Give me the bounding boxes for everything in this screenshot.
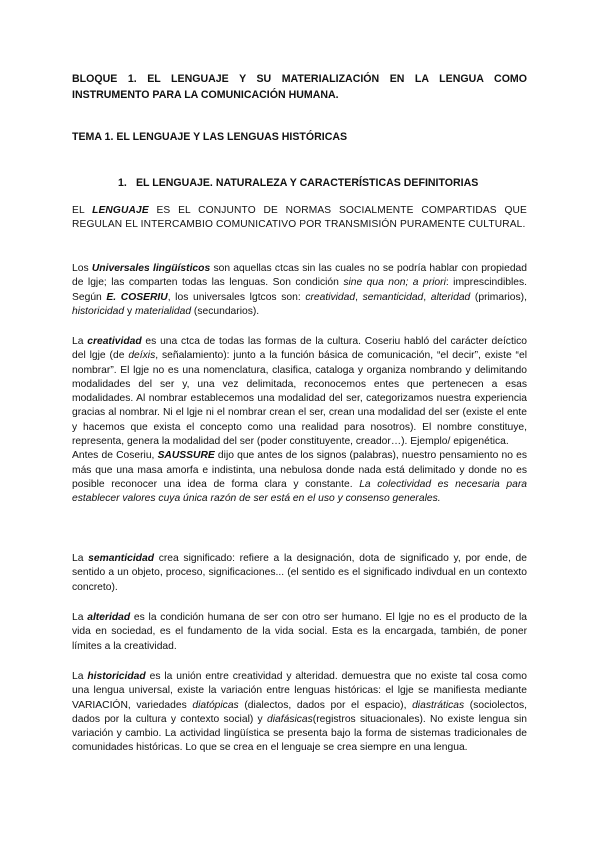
italic-run: diafásicas: [266, 713, 313, 725]
text-run: son aquellas ctcas sin las cuales no se podría hablar con propiedad de lgje; las comparten todas las lenguas. Son condición: [72, 263, 527, 289]
italic-run: alteridad: [430, 291, 471, 303]
term-semanticidad: semanticidad: [88, 553, 154, 564]
text-run: La: [72, 553, 89, 564]
term-alteridad: alteridad: [87, 612, 131, 623]
section-number: 1.: [118, 177, 127, 189]
term-creatividad: creatividad: [87, 336, 142, 347]
text-run: EL: [72, 205, 93, 216]
text-run: (primarios),: [470, 291, 527, 303]
italic-run: creatividad: [305, 291, 356, 303]
text-run: ,: [423, 291, 431, 303]
saussure-text: [72, 449, 527, 506]
author-saussure: SAUSSURE: [157, 450, 215, 462]
italic-run: diastráticas: [412, 699, 465, 711]
term-lenguaje: LENGUAJE: [92, 205, 149, 216]
italic-run: semanticidad: [362, 291, 424, 303]
text-run: (sociolectos, dados por la cultura y contexto social) y: [72, 699, 527, 725]
italic-run: diatópicas: [192, 699, 239, 711]
italic-run: sine qua non; a priori: [343, 277, 446, 289]
term-historicidad: historicidad: [87, 671, 146, 682]
italic-run: deíxis: [128, 350, 156, 362]
text-run: (dialectos, dados por el espacio),: [238, 699, 413, 711]
text-run: es la condición humana de ser con otro ser humano. El lgje no es el producto de la vida en sociedad, es el fundamento de la vida social. Esta es la encargada, también, de poner límites a la creatividad.: [72, 612, 527, 652]
text-run: : imprescindibles. Según: [72, 277, 527, 303]
text-run: es la unión entre creatividad y alteridad. demuestra que no existe tal cosa como una lengua universal, existe la variación entre lenguas históricas: el lgje se manifiesta mediante VARIACIÓN, variedades: [72, 671, 527, 711]
section-heading: [118, 176, 538, 190]
term-universales: Universales lingüísticos: [91, 263, 211, 274]
historicidad-paragraph: [72, 670, 527, 756]
text-run: ES EL CONJUNTO DE NORMAS SOCIALMENTE COMPARTIDAS QUE REGULAN EL INTERCAMBIO COMUNICATIVO POR TRANSMISIÓN PURAMENTE CULTURAL.: [72, 205, 527, 230]
alteridad-paragraph: [72, 611, 527, 654]
definition-paragraph: [72, 204, 527, 231]
text-run: (secundarios).: [191, 305, 260, 317]
semanticidad-paragraph: [72, 552, 527, 595]
text-run: , los universales lgtcos son:: [167, 291, 306, 303]
text-run: Los: [72, 263, 92, 274]
italic-run: materialidad: [134, 305, 192, 317]
text-run: ,: [355, 291, 363, 303]
text-run: La: [72, 612, 88, 623]
italic-run: La colectividad es necesaria para establecer valores cuya única razón de ser está en el uso y consenso generales.: [72, 478, 527, 505]
creatividad-paragraph: [72, 335, 527, 507]
text-run: crea significado: refiere a la designación, dota de significado y, por ende, de sentido a un objeto, proceso, significaciones... (el sentido es el significado indivdual en un contexto concreto).: [72, 553, 527, 593]
text-run: La: [72, 336, 88, 347]
italic-run: historicidad: [72, 305, 125, 317]
text-run: , señalamiento): junto a la función básica de comunicación, “el decir”, existe “el nombrar”. El lgje no es una nomenclatura, clasifica, cataloga y organiza nombrando y delimitando modalidades del ser y, una vez delimitada, reconocemos entes que pertenecen a esas modalidades. Al nombrar establecemos una modalidad del ser, categorizamos nuestra experiencia gracias al nombrar. Ni el lgje ni el nombrar crean el ser, crean una modalidad del ser (existe el ente y hacemos que exista el concepto como una realidad para nosotros). El nombre constituye, representa, genera la modalidad del ser (poder constituyente, creador…). Ejemplo/ epigenética.: [72, 350, 528, 448]
creatividad-text: [72, 335, 527, 449]
text-run: y: [124, 305, 135, 317]
text-run: es una ctca de todas las formas de la cultura. Coseriu habló del carácter deíctico del lgje (de: [72, 336, 527, 362]
text-run: (registros situacionales). No existe lengua sin variación y cambio. La actividad lingüística se presenta bajo la forma de sistemas tradicionales de comunidades históricas. Lo que se crea en el lenguaje se crea siempre en una lengua.: [72, 713, 527, 754]
bloque-title: BLOQUE 1. EL LENGUAJE Y SU MATERIALIZACIÓN EN LA LENGUA COMO INSTRUMENTO PARA LA COMUNICACIÓN HUMANA.: [72, 73, 527, 101]
section-title: EL LENGUAJE. NATURALEZA Y CARACTERÍSTICAS DEFINITORIAS: [135, 177, 479, 189]
text-run: Antes de Coseriu,: [72, 450, 158, 462]
text-run: La: [72, 671, 88, 682]
tema-title: TEMA 1. EL LENGUAJE Y LAS LENGUAS HISTÓRICAS: [72, 131, 348, 143]
text-run: dijo que antes de los signos (palabras), nuestro pensamiento no es más que una masa amorfa e indistinta, una nebulosa donde nada está delimitado y donde no es posible reconocer una idea de forma clara y constante.: [72, 450, 527, 490]
universales-paragraph: [72, 262, 527, 319]
author-coseriu: E. COSERIU: [106, 291, 168, 303]
